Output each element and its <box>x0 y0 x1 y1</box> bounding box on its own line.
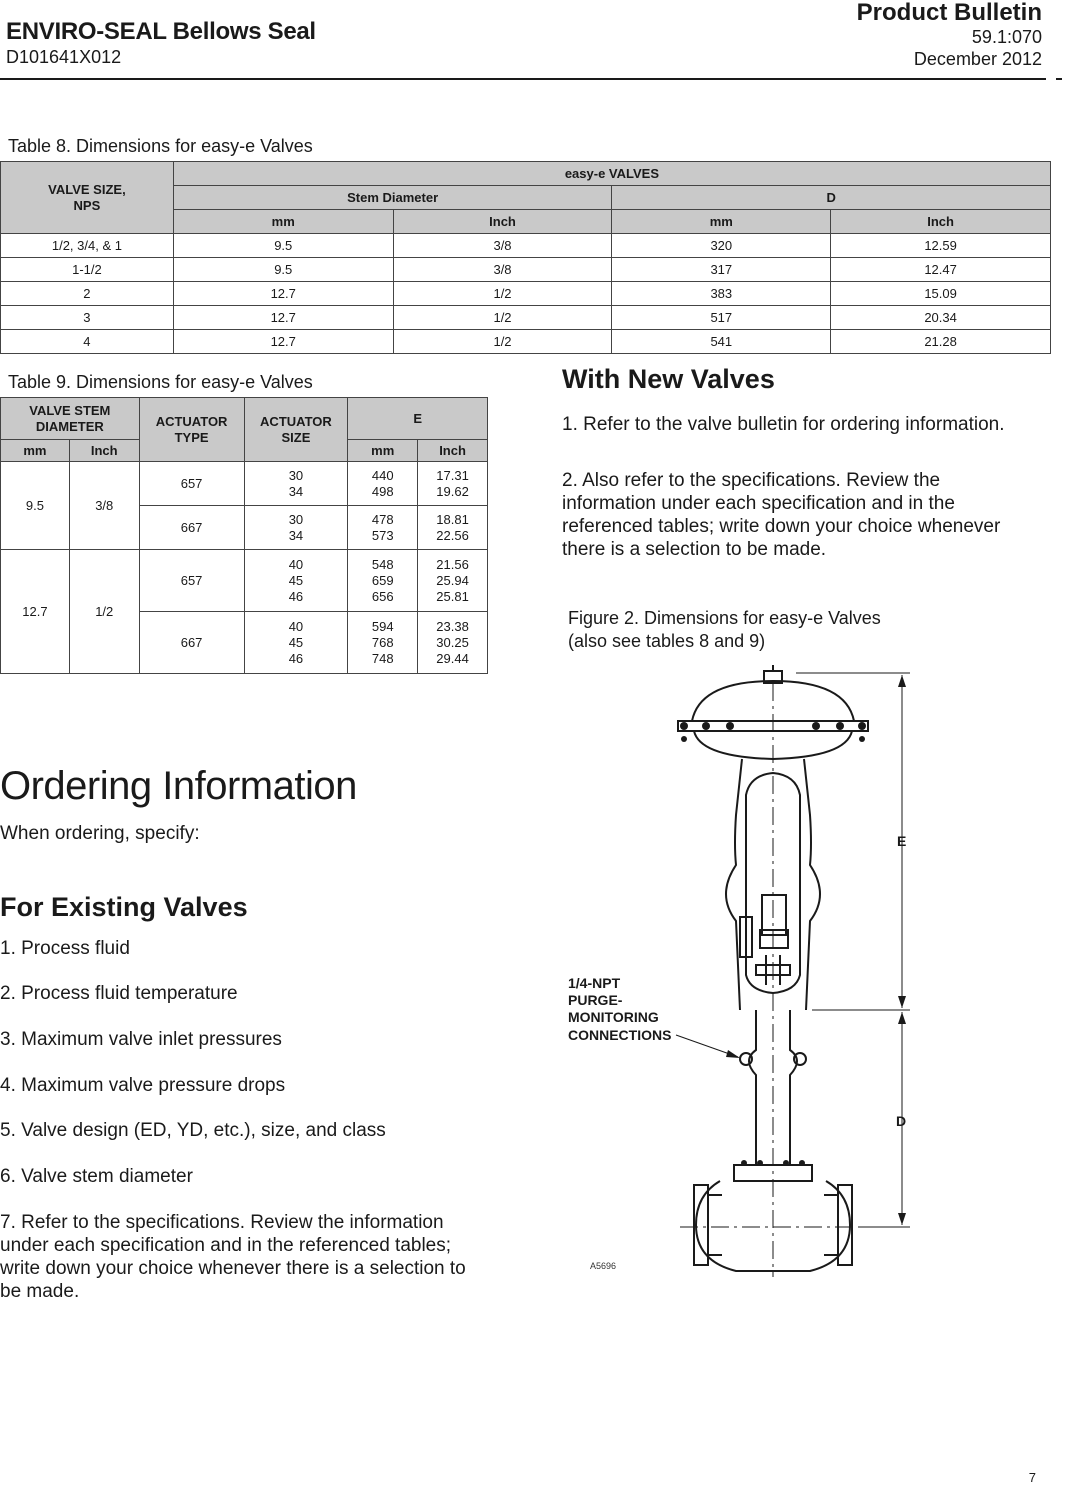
table9-unit-inch: Inch <box>69 440 139 462</box>
header-right <box>857 0 1042 70</box>
dimension-e-label: E <box>897 833 907 849</box>
document-number: D101641X012 <box>6 47 122 67</box>
arrow-head <box>726 1050 740 1058</box>
table-cell: 1/2 <box>393 330 612 354</box>
table-cell: 23.38 30.25 29.44 <box>418 612 488 674</box>
valve-dimension-figure <box>560 665 1030 1285</box>
yoke-left <box>726 759 742 1010</box>
table9-unit-mm: mm <box>348 440 418 462</box>
bulletin-label: Product Bulletin <box>856 0 1042 26</box>
table-cell: 17.31 19.62 <box>418 462 488 506</box>
yoke-right <box>804 759 820 1010</box>
list-item: 2. Also refer to the specifications. Review the information under each specification and in the referenced tables; write down your choice whenever there is a selection to be made. <box>562 470 1001 560</box>
table-cell: 517 <box>612 306 831 330</box>
arrow-head <box>898 675 906 687</box>
figure-code: A5696 <box>590 1261 617 1271</box>
table8-stem-header: Stem Diameter <box>173 186 612 210</box>
document-title: ENVIRO-SEAL Bellows Seal <box>6 18 316 45</box>
ordering-intro: When ordering, specify: <box>0 823 200 844</box>
table-cell: 317 <box>612 258 831 282</box>
table-row <box>1 550 488 612</box>
table-cell: 12.7 <box>173 330 393 354</box>
bulletin-number: 59.1:070 <box>971 27 1042 47</box>
existing-valves-title: For Existing Valves <box>0 892 248 922</box>
page-number: 7 <box>1028 1470 1036 1485</box>
table-cell: 40 45 46 <box>244 550 348 612</box>
table-cell: 30 34 <box>244 462 348 506</box>
table-cell: 9.5 <box>1 462 70 550</box>
header-left <box>6 18 316 68</box>
table9-actuator-size-header: ACTUATOR SIZE <box>244 398 348 462</box>
table-row <box>1 306 1051 330</box>
table-cell: 9.5 <box>173 258 393 282</box>
bonnet-left <box>749 1010 756 1165</box>
table-cell: 478 573 <box>348 506 418 550</box>
table8-valve-size-header: VALVE SIZE, NPS <box>1 162 174 234</box>
table-cell: 20.34 <box>831 306 1051 330</box>
table-cell: 1/2 <box>393 306 612 330</box>
table-row <box>1 258 1051 282</box>
table-cell: 3/8 <box>69 462 139 550</box>
header-rule <box>0 78 1046 80</box>
table8-group-header: easy-e VALVES <box>173 162 1050 186</box>
table-cell: 667 <box>139 612 244 674</box>
ordering-title: Ordering Information <box>0 764 357 808</box>
connector-block <box>760 930 788 948</box>
table-cell: 4 <box>1 330 174 354</box>
callout-line: PURGE- <box>568 992 623 1008</box>
table-cell: 657 <box>139 462 244 506</box>
table-cell: 9.5 <box>173 234 393 258</box>
table-cell: 1-1/2 <box>1 258 174 282</box>
new-valves-title: With New Valves <box>562 364 775 394</box>
table-cell: 3 <box>1 306 174 330</box>
table-cell: 30 34 <box>244 506 348 550</box>
table-cell: 12.59 <box>831 234 1051 258</box>
table8-unit-mm: mm <box>612 210 831 234</box>
table9-caption: Table 9. Dimensions for easy-e Valves <box>8 372 313 392</box>
table-cell: 12.7 <box>1 550 70 674</box>
table-row <box>1 282 1051 306</box>
dimension-d-label: D <box>896 1113 907 1129</box>
bulletin-date: December 2012 <box>913 49 1042 69</box>
table-cell: 18.81 22.56 <box>418 506 488 550</box>
list-item: 6. Valve stem diameter <box>0 1166 193 1187</box>
list-item: 2. Process fluid temperature <box>0 983 238 1004</box>
table-cell: 12.7 <box>173 306 393 330</box>
table9-unit-inch: Inch <box>418 440 488 462</box>
table-row <box>1 462 488 506</box>
table-cell: 383 <box>612 282 831 306</box>
table-cell: 40 45 46 <box>244 612 348 674</box>
table-cell: 1/2 <box>69 550 139 674</box>
table8-unit-mm: mm <box>173 210 393 234</box>
table-cell: 12.47 <box>831 258 1051 282</box>
table-cell: 3/8 <box>393 258 612 282</box>
table-cell: 12.7 <box>173 282 393 306</box>
table-cell: 667 <box>139 506 244 550</box>
list-item: 1. Process fluid <box>0 938 130 959</box>
table8-caption: Table 8. Dimensions for easy-e Valves <box>8 136 313 156</box>
list-item: 7. Refer to the specifications. Review the information under each specification and in the referenced tables; write down your choice whenever there is a selection to be made. <box>0 1212 466 1302</box>
table-cell: 657 <box>139 550 244 612</box>
table-cell: 21.28 <box>831 330 1051 354</box>
table-cell: 21.56 25.94 25.81 <box>418 550 488 612</box>
list-item: 1. Refer to the valve bulletin for ordering information. <box>562 414 1005 435</box>
table-cell: 320 <box>612 234 831 258</box>
table9-e-header: E <box>348 398 488 440</box>
figure-caption: Figure 2. Dimensions for easy-e Valves (also see tables 8 and 9) <box>568 608 881 651</box>
table-cell: 548 659 656 <box>348 550 418 612</box>
table-row <box>1 234 1051 258</box>
table-row <box>1 330 1051 354</box>
bonnet-right <box>790 1010 797 1165</box>
table-cell: 594 768 748 <box>348 612 418 674</box>
list-item: 4. Maximum valve pressure drops <box>0 1075 286 1096</box>
table-cell: 3/8 <box>393 234 612 258</box>
arrow-head <box>898 1213 906 1225</box>
table9-unit-mm: mm <box>1 440 70 462</box>
table-cell: 541 <box>612 330 831 354</box>
callout-line: 1/4-NPT <box>568 975 621 991</box>
table8 <box>0 161 1051 354</box>
table-cell: 15.09 <box>831 282 1051 306</box>
arrow-head <box>898 1012 906 1024</box>
list-item: 3. Maximum valve inlet pressures <box>0 1029 282 1050</box>
table8-unit-inch: Inch <box>393 210 612 234</box>
table-cell: 2 <box>1 282 174 306</box>
table-cell: 1/2, 3/4, & 1 <box>1 234 174 258</box>
table9-actuator-type-header: ACTUATOR TYPE <box>139 398 244 462</box>
callout-line: MONITORING <box>568 1009 659 1025</box>
list-item: 5. Valve design (ED, YD, etc.), size, and class <box>0 1120 386 1141</box>
arrow-head <box>898 996 906 1008</box>
table-cell: 440 498 <box>348 462 418 506</box>
table8-unit-inch: Inch <box>831 210 1051 234</box>
table8-d-header: D <box>612 186 1051 210</box>
table9 <box>0 397 488 674</box>
table-cell: 1/2 <box>393 282 612 306</box>
table9-stem-header: VALVE STEM DIAMETER <box>1 398 140 440</box>
header-rule-tick <box>1056 78 1062 80</box>
callout-line: CONNECTIONS <box>568 1027 672 1043</box>
